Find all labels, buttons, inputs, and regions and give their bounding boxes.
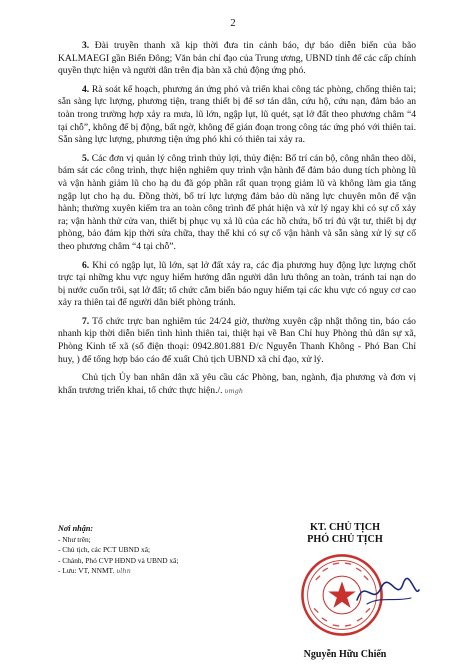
closing-paragraph [58,372,416,397]
paragraph-text: Khi có ngập lụt, lũ lớn, sạt lở đất xảy ra, các địa phương huy động lực lượng chốt trực tại những khu vực nguy hiểm hướng dẫn người dân lưu thông an toàn, tránh tai nạn do bị nước cuốn trôi, sạt lở đất; tổ chức cắm biển báo nguy hiểm tại các khu vực có nguy cơ cao xảy ra thiên tai để người dân biết phòng tránh. [58,259,416,309]
page-number: 2 [230,18,236,29]
recipient-item [58,566,248,576]
recipient-item-text: - Lưu: VT, NNMT. [58,565,115,575]
paragraph-number: 5. [82,152,90,164]
paragraph-3 [58,40,416,78]
signer-name: Nguyễn Hữu Chiến [303,649,387,660]
paragraph-number: 7. [82,315,90,327]
paragraph-number: 4. [82,83,90,95]
initials-mark-icon: ʋmgh [224,386,244,395]
paragraph-text: Đài truyền thanh xã kịp thời đưa tin cảnh báo, dự báo diễn biến của bão KALMAEGI gần Biển Đông; Văn bản chỉ đạo của Trung ương, UBND tỉnh để các cấp chính quyền thực hiện và người dân trên địa bàn xã chủ động ứng phó. [58,40,416,77]
paragraph-6 [58,260,416,310]
paragraph-5 [58,153,416,254]
paragraph-text: Chủ tịch Ủy ban nhân dân xã yêu cầu các Phòng, ban, ngành, địa phương và đơn vị khẩn trương triển khai, tổ chức thực hiện./. [58,372,416,396]
signature-block [255,522,435,660]
handwritten-signature-icon [353,572,423,612]
recipient-item: - Chánh, Phó CVP HĐND và UBND xã; [58,555,179,565]
recipient-item: - Chủ tịch, các PCT UBND xã; [58,545,151,555]
paragraph-text: Các đơn vị quản lý công trình thủy lợi, thủy điện: Bố trí cán bộ, công nhân theo dõi, bám sát các công trình, thực hiện nghiêm quy trình vận hành để đảm bảo dung tích phòng lũ và vận hành giảm lũ cho hạ du đã góp phần rất quan trọng giảm lũ và không làm gia tăng ngập lụt cho hạ du. Đồng thời, bố trí lực lượng đảm bảo dù năng lực chuyên môn để vận hành; thường xuyên kiểm tra an toàn công trình để phát hiện và xử lý ngay khi có sự cố xảy ra; vận hành thử cửa van, thiết bị phục vụ xả lũ của các hồ chứa, bố trí đủ vật tư, thiết bị dự phòng, bảo đảm kịp thời sửa chữa, thay thế khi có sự cố vận hành và sẵn sàng xử lý sự cố theo phương châm “4 tại chỗ”. [58,152,416,252]
initials-mark-icon: ʋlhn [116,566,131,575]
recipients-title: Nơi nhận: [58,524,94,533]
paragraph-number: 3. [82,40,90,51]
paragraph-text: Tổ chức trực ban nghiêm túc 24/24 giờ, thường xuyên cập nhật thông tin, báo cáo nhanh kịp thời diễn biến tình hình thiên tai, thiệt hại về Ban Chỉ huy Phòng thủ dân sự xã, Phòng Kinh tế xã (số điện thoại: 0942.801.881 Đ/c Nguyễn Thanh Không - Phó Ban Chỉ huy, ) để tổng hợp báo cáo để xuất Chủ tịch UBND xã chỉ đạo, xử lý. [58,315,416,365]
signature-title-primary: KT. CHỦ TỊCH [309,522,381,533]
paragraph-4 [58,84,416,147]
signature-title-secondary: PHÓ CHỦ TỊCH [307,534,383,545]
recipients-block [58,524,248,576]
paragraph-number: 6. [82,259,90,271]
paragraph-text: Rà soát kế hoạch, phương án ứng phó và triển khai công tác phòng, chống thiên tai; sẵn sàng lực lượng, phương tiện, trang thiết bị để sơ tán dân, cứu hộ, cứu nạn, đảm bảo an toàn trong trường hợp xảy ra mưa, lũ lớn, ngập lụt, lũ quét, sạt lở đất theo phương châm “4 tại chỗ”, không để bị động, bất ngờ, không để gián đoạn trong công tác ứng phó với thiên tai. Sẵn sàng lực lượng, phương tiện ứng phó khi có thiên tai xảy ra. [58,83,417,146]
paragraph-7 [58,316,416,366]
document-body [58,40,416,403]
recipient-item: - Như trên; [58,535,91,545]
